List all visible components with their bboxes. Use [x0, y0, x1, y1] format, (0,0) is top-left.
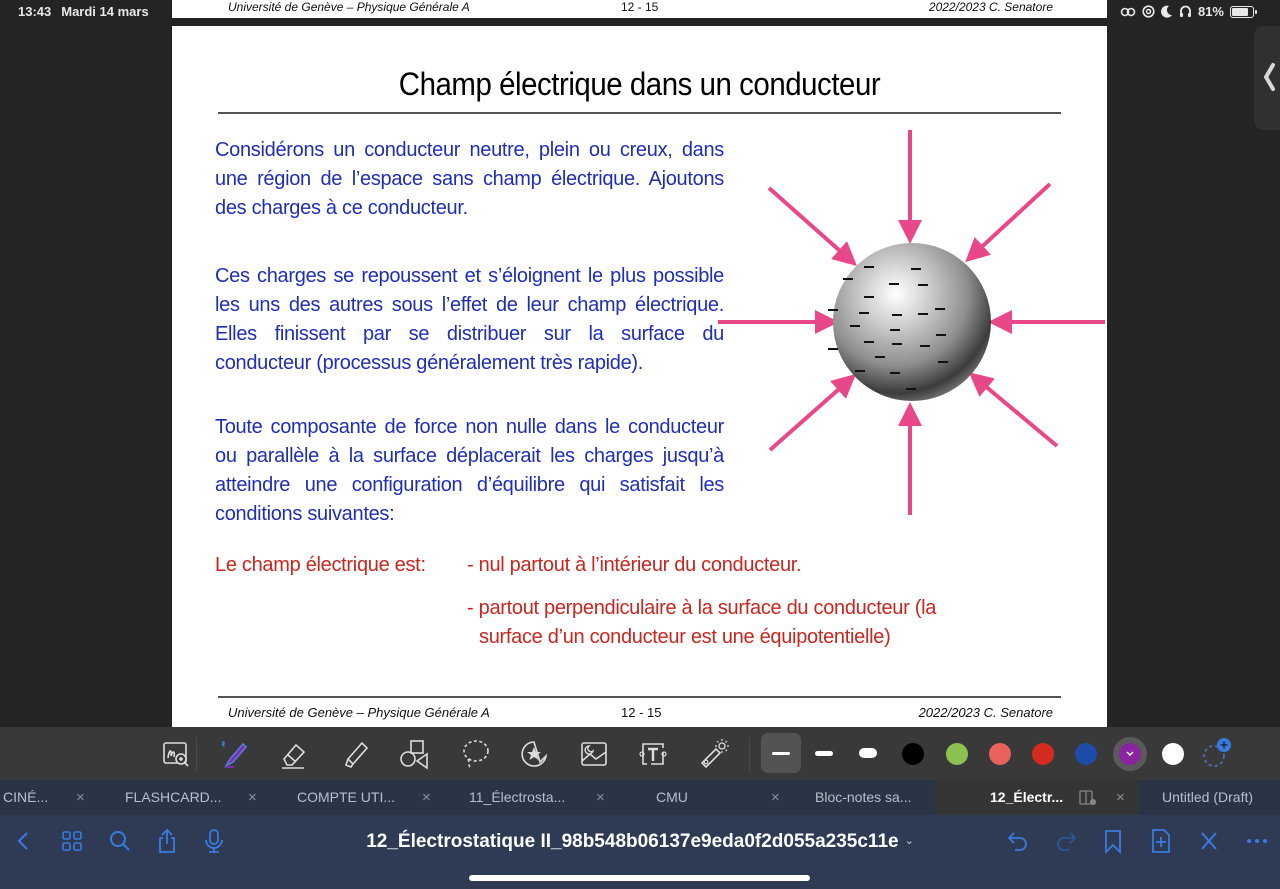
pen-icon	[216, 737, 250, 771]
text-tool[interactable]	[634, 735, 672, 773]
highlighter-tool[interactable]	[336, 735, 374, 773]
battery-icon	[1230, 6, 1254, 18]
laser-pointer-tool[interactable]	[694, 735, 732, 773]
sidebar-toggle-handle[interactable]	[1254, 26, 1280, 130]
eraser-tool[interactable]	[274, 735, 312, 773]
status-bar-right	[1120, 4, 1254, 19]
paragraph-2: Ces charges se repoussent et s’éloignent le plus possible les uns des autres sous l’effet de leur champ électrique. Elles finissent par se distribuer sur la surface du conducteur (processus généralement très rapide).	[215, 265, 724, 374]
footer-right: 2022/2023 C. Senatore	[918, 705, 1053, 720]
field-arrow	[974, 184, 1050, 254]
footer-left: Université de Genève – Physique Générale A	[228, 705, 490, 720]
previous-page-footer	[172, 0, 1107, 18]
lasso-icon	[458, 737, 492, 771]
title-chevron-down-icon: ⌄	[904, 835, 914, 847]
tab[interactable]: Untitled (Draft)	[1162, 789, 1254, 805]
link-icon	[1120, 6, 1136, 18]
redo-icon[interactable]	[1052, 827, 1080, 855]
conductor-sphere	[833, 243, 991, 401]
condition-2-line-1: - partout perpendiculaire à la surface du conducteur (la	[467, 597, 937, 619]
field-arrow	[769, 188, 848, 258]
stroke-width-thick[interactable]	[848, 733, 888, 773]
home-indicator[interactable]	[469, 875, 810, 881]
condition-1: - nul partout à l’intérieur du conducteur.	[467, 554, 802, 576]
stroke-medium-icon	[815, 751, 833, 756]
shapes-tool[interactable]	[395, 735, 433, 773]
add-page-icon[interactable]	[1147, 827, 1175, 855]
status-bar-left	[18, 4, 149, 19]
battery-percent: 81%	[1197, 4, 1224, 19]
tab-close-button[interactable]: ×	[596, 789, 605, 806]
color-swatch-purple-selected[interactable]	[1113, 737, 1147, 771]
undo-icon[interactable]	[1004, 827, 1032, 855]
previous-footer-center: 12 - 15	[621, 0, 659, 14]
tab-close-button[interactable]: ×	[76, 789, 85, 806]
add-color-icon	[1200, 737, 1236, 771]
tab[interactable]: Bloc-notes sa...	[815, 789, 912, 805]
tab-close-button[interactable]: ×	[422, 789, 431, 806]
color-swatch-white[interactable]	[1162, 743, 1184, 765]
footer-page-number: 12 - 15	[621, 705, 662, 720]
paragraph-3: Toute composante de force non nulle dans le conducteur ou parallèle à la surface déplacerait les charges jusqu’à atteindre une configuration d’équilibre qui satisfait les conditions suivantes:	[215, 416, 724, 525]
stroke-thick-icon	[859, 748, 877, 758]
bottom-navigation-bar	[0, 815, 1280, 889]
toolbar-separator	[749, 737, 750, 771]
moon-icon	[1161, 5, 1173, 18]
add-color-button[interactable]	[1200, 737, 1236, 771]
field-arrow	[770, 382, 847, 450]
tab-close-button[interactable]: ×	[1116, 789, 1125, 806]
image-icon	[577, 737, 611, 771]
eraser-icon	[276, 737, 310, 771]
toolbar-separator	[196, 737, 197, 771]
slide-title: Champ électrique dans un conducteur	[398, 66, 881, 102]
shapes-icon	[397, 737, 431, 771]
headphones-icon	[1179, 5, 1192, 18]
color-swatch-red[interactable]	[1032, 743, 1054, 765]
tab[interactable]: CINÉ...	[3, 789, 49, 805]
document-tabs	[0, 780, 1280, 815]
condition-2-line-2: surface d’un conducteur est une équipotentielle)	[479, 626, 891, 648]
lasso-tool[interactable]	[456, 735, 494, 773]
status-date: Mardi 14 mars	[61, 4, 149, 19]
tab-close-button[interactable]: ×	[248, 789, 257, 806]
annotation-toolbar	[0, 727, 1280, 780]
stroke-thin-icon	[772, 752, 790, 755]
paragraph-1: Considérons un conducteur neutre, plein ou creux, dans une région de l’espace sans champ électrique. Ajoutons des charges à ce conducteur.	[215, 139, 724, 219]
previous-footer-right: 2022/2023 C. Senatore	[928, 0, 1053, 14]
charged-conductor-diagram	[712, 124, 1107, 524]
color-swatch-light-red[interactable]	[989, 743, 1011, 765]
tab[interactable]: COMPTE UTI...	[297, 789, 395, 805]
document-title[interactable]	[0, 831, 1280, 853]
color-swatch-black[interactable]	[902, 743, 924, 765]
chevron-down-icon	[1126, 751, 1134, 757]
field-arrow	[978, 380, 1057, 446]
condition-label: Le champ électrique est:	[215, 554, 426, 576]
zoom-writing-tool[interactable]	[157, 735, 195, 773]
tab-close-button[interactable]: ×	[771, 789, 780, 806]
condition-2	[467, 594, 967, 652]
color-swatch-blue[interactable]	[1075, 743, 1097, 765]
tab[interactable]: 12_Électr...	[990, 789, 1064, 805]
text-box-icon	[636, 737, 670, 771]
sticker-icon	[517, 737, 551, 771]
tab[interactable]: FLASHCARD...	[125, 789, 222, 805]
at-icon	[1142, 5, 1155, 18]
bookmark-icon[interactable]	[1099, 827, 1127, 855]
color-swatch-green[interactable]	[946, 743, 968, 765]
pen-tool[interactable]	[214, 735, 252, 773]
sticker-tool[interactable]	[515, 735, 553, 773]
more-options-icon[interactable]	[1243, 827, 1271, 855]
stroke-width-thin[interactable]	[761, 733, 801, 773]
document-title-text: 12_Électrostatique II_98b548b06137e9eda0f2d055a235c11e	[366, 831, 899, 852]
stroke-width-medium[interactable]	[804, 733, 844, 773]
tab[interactable]: CMU	[656, 789, 688, 805]
title-divider	[218, 112, 1061, 114]
laser-pointer-icon	[696, 737, 730, 771]
zoom-writing-icon	[159, 737, 193, 771]
footer-divider	[218, 696, 1061, 698]
status-time: 13:43	[18, 4, 52, 19]
slide-page	[172, 26, 1107, 727]
image-tool[interactable]	[575, 735, 613, 773]
tab[interactable]: 11_Électrosta...	[469, 789, 566, 805]
previous-footer-left: Université de Genève – Physique Générale A	[228, 0, 470, 14]
split-view-icon[interactable]	[1079, 790, 1097, 806]
close-editing-icon[interactable]	[1195, 827, 1223, 855]
chevron-left-icon	[1262, 62, 1276, 92]
highlighter-icon	[338, 737, 372, 771]
